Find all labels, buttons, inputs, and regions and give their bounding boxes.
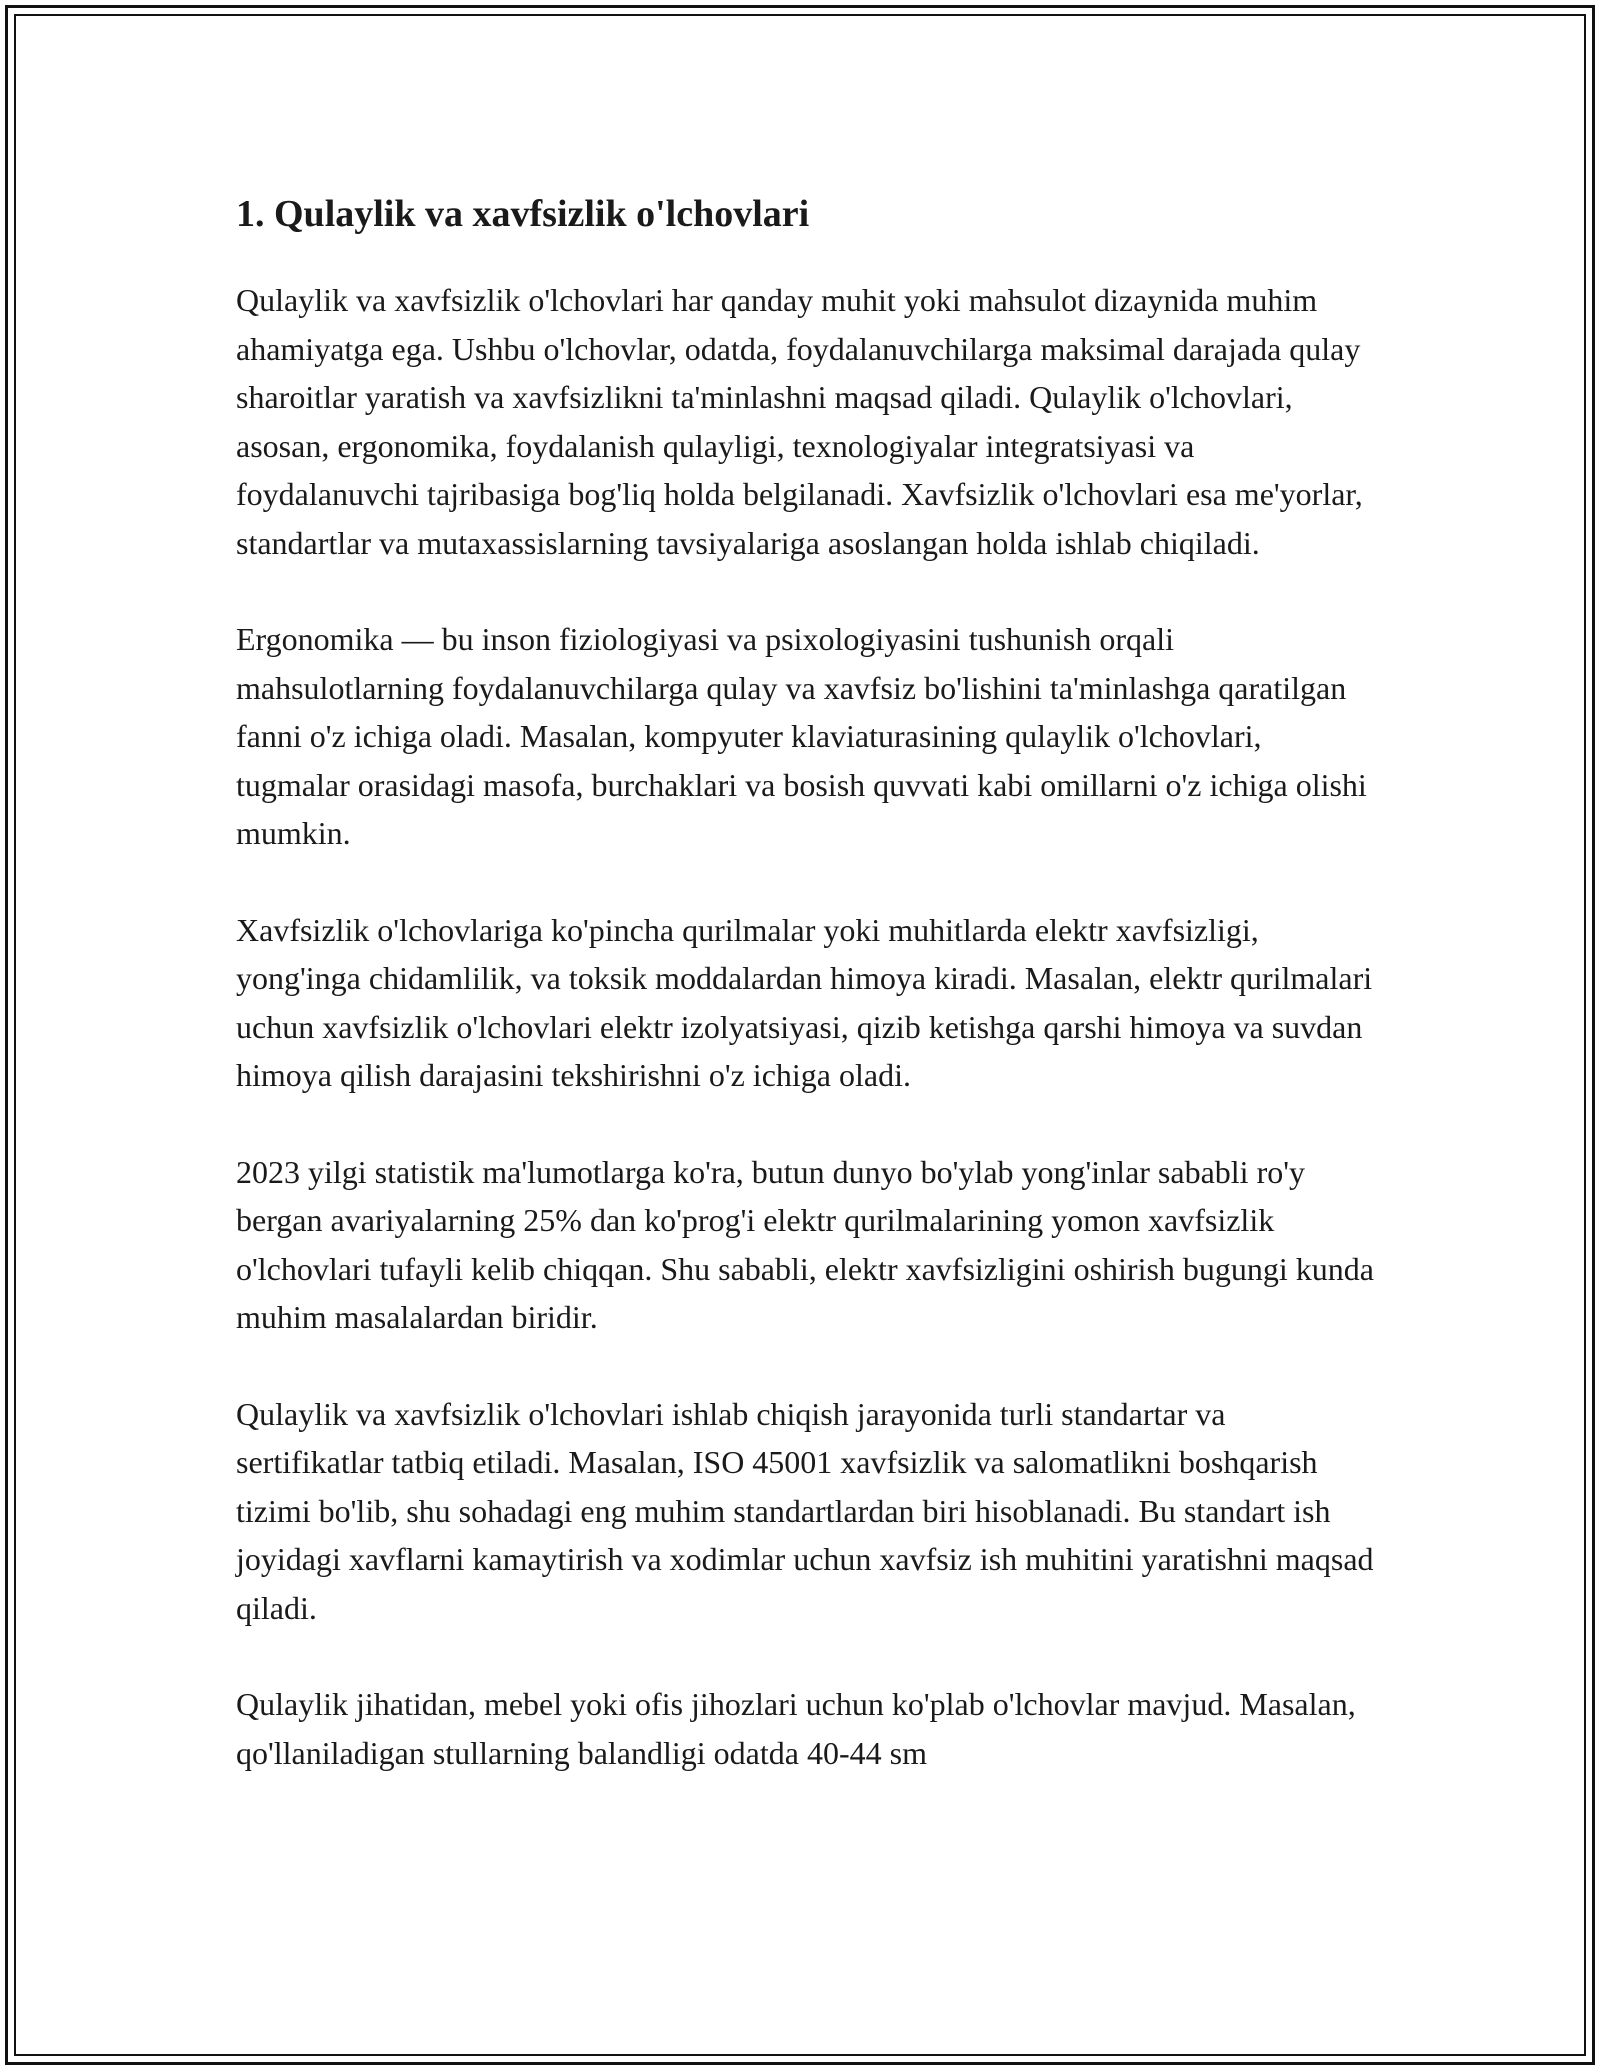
paragraph-4: 2023 yilgi statistik ma'lumotlarga ko'ra, butun dunyo bo'ylab yong'inlar sababli ro'y bergan avariyalarning 25% dan ko'prog'i elektr qurilmalarining yomon xavfsizlik o'lchovlari tufayli kelib chiqqan. Shu sababli, elektr xavfsizligini oshirish bugungi kunda muhim masalalardan biridir. <box>236 1153 1374 1335</box>
paragraph-6: Qulaylik jihatidan, mebel yoki ofis jihozlari uchun ko'plab o'lchovlar mavjud. Masalan, qo'llaniladigan stullarning balandligi odatda 40-44 sm <box>236 1686 1356 1771</box>
paragraph-1: Qulaylik va xavfsizlik o'lchovlari har qanday muhit yoki mahsulot dizaynida muhim ahamiyatga ega. Ushbu o'lchovlar, odatda, foydalanuvchilarga maksimal darajada qulay sharoitlar yaratish va xavfsizlikni ta'minlashni maqsad qiladi. Qulaylik o'lchovlari, asosan, ergonomika, foydalanish qulayligi, texnologiyalar integratsiyasi va foydalanuvchi tajribasiga bog'liq holda belgilanadi. Xavfsizlik o'lchovlari esa me'yorlar, standartlar va mutaxassislarning tavsiyalariga asoslangan holda ishlab chiqiladi. <box>236 282 1363 561</box>
document-body <box>236 186 1376 1825</box>
section-heading: 1. Qulaylik va xavfsizlik o'lchovlari <box>236 193 810 235</box>
paragraph-5: Qulaylik va xavfsizlik o'lchovlari ishlab chiqish jarayonida turli standartar va sertifikatlar tatbiq etiladi. Masalan, ISO 45001 xavfsizlik va salomatlikni boshqarish tizimi bo'lib, shu sohadagi eng muhim standartlardan biri hisoblanadi. Bu standart ish joyidagi xavflarni kamaytirish va xodimlar uchun xavfsiz ish muhitini yaratishni maqsad qiladi. <box>236 1395 1374 1626</box>
paragraph-3: Xavfsizlik o'lchovlariga ko'pincha qurilmalar yoki muhitlarda elektr xavfsizligi, yong'inga chidamlilik, va toksik moddalardan himoya kiradi. Masalan, elektr qurilmalari uchun xavfsizlik o'lchovlari elektr izolyatsiyasi, qizib ketishga qarshi himoya va suvdan himoya qilish darajasini tekshirishni o'z ichiga oladi. <box>236 911 1373 1093</box>
paragraph-2: Ergonomika — bu inson fiziologiyasi va psixologiyasini tushunish orqali mahsulotlarning foydalanuvchilarga qulay va xavfsiz bo'lishini ta'minlashga qaratilgan fanni o'z ichiga oladi. Masalan, kompyuter klaviaturasining qulaylik o'lchovlari, tugmalar orasidagi masofa, burchaklari va bosish quvvati kabi omillarni o'z ichiga olishi mumkin. <box>236 621 1367 851</box>
